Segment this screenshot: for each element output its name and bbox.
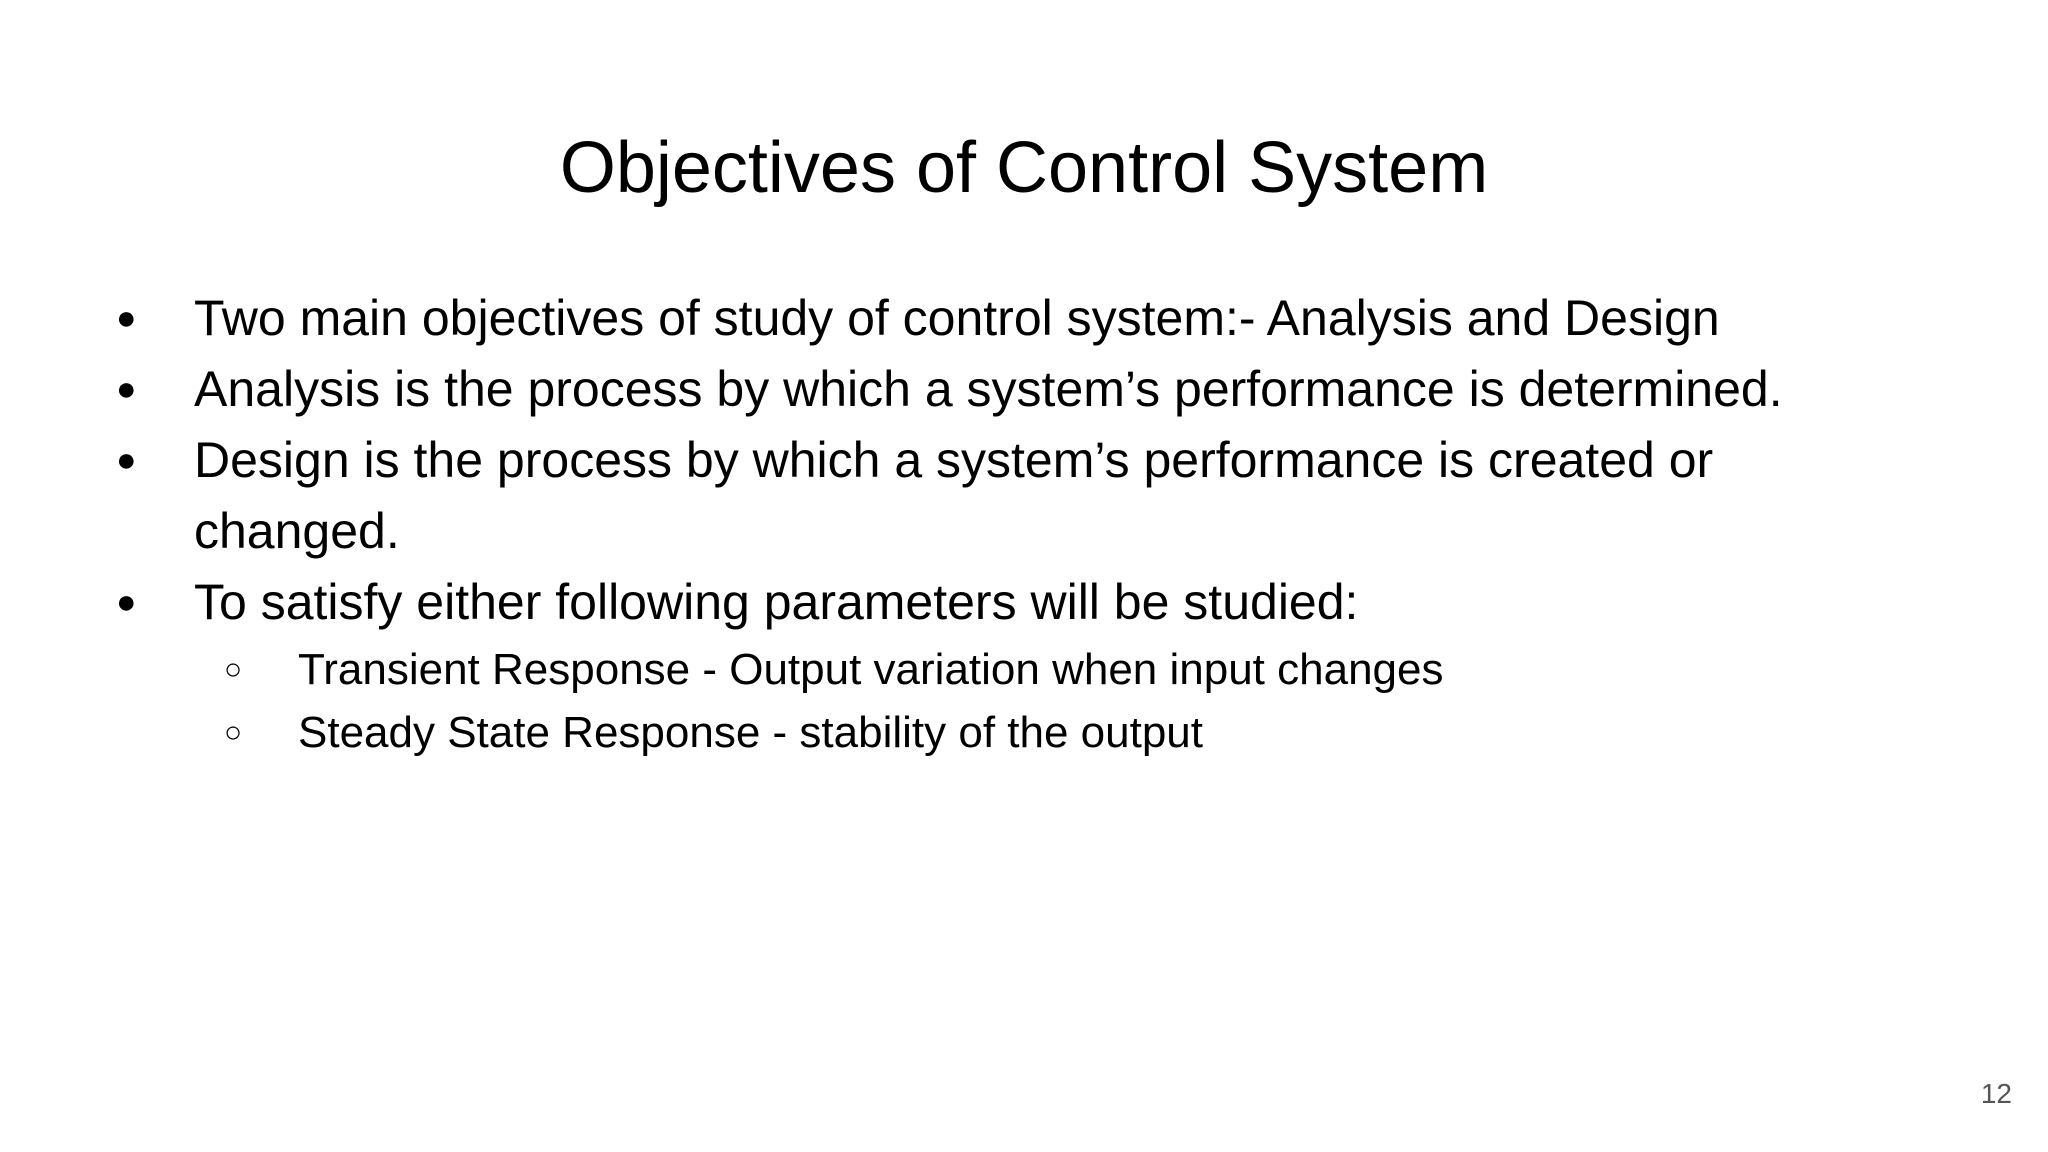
bullet-item [116, 567, 1896, 764]
page-number: 12 [1980, 1078, 2012, 1109]
bullet-item [116, 354, 1896, 425]
sub-bullet-item [194, 638, 1896, 701]
sub-bullet-text: Transient Response - Output variation when input changes [298, 645, 1444, 694]
bullet-item [116, 425, 1896, 567]
bullet-dot-icon: ● [116, 370, 137, 408]
bullet-item [116, 283, 1896, 354]
bullet-dot-icon: ● [116, 441, 137, 479]
bullet-text: To satisfy either following parameters will be studied: [194, 574, 1359, 630]
sub-bullet-text: Steady State Response - stability of the output [298, 708, 1203, 757]
bullet-circle-icon: ○ [224, 653, 243, 686]
sub-bullet-list [194, 638, 1896, 764]
sub-bullet-item [194, 701, 1896, 764]
bullet-dot-icon: ● [116, 299, 137, 337]
bullet-text: Design is the process by which a system’s performance is created or changed. [194, 432, 1714, 559]
bullet-list [116, 283, 1896, 764]
bullet-text: Analysis is the process by which a system’s performance is determined. [194, 361, 1783, 417]
bullet-circle-icon: ○ [224, 716, 243, 749]
slide-title: Objectives of Control System [559, 128, 1489, 208]
bullet-text: Two main objectives of study of control system:- Analysis and Design [194, 290, 1720, 346]
bullet-dot-icon: ● [116, 583, 137, 621]
